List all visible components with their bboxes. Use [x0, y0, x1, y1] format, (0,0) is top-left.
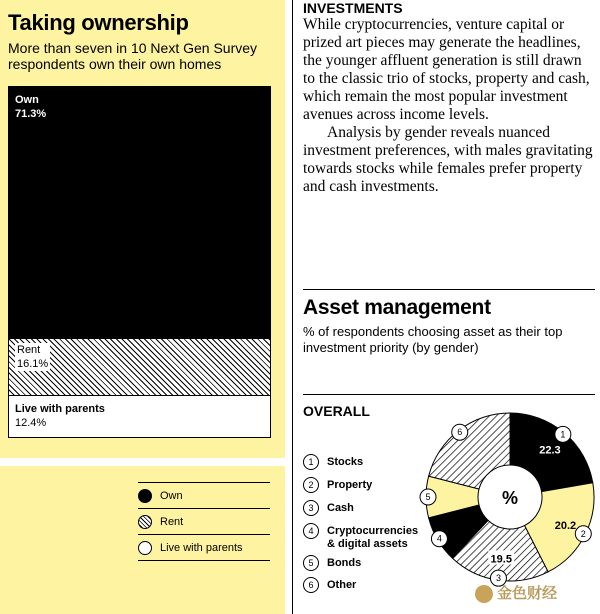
asset-subtitle: % of respondents choosing asset as their top investment priority (by gender) — [303, 324, 563, 355]
category-number-badge: 1 — [303, 454, 319, 470]
legend-swatch-rent — [138, 515, 152, 529]
asset-title: Asset management — [303, 296, 491, 319]
article-paragraph-1: While cryptocurrencies, venture capital or prized art pieces may generate the headlines, the younger affluent generation is still drawn to the classic trio of stocks, property and cash, which remain the most popular investment avenues across income levels. — [303, 16, 590, 123]
category-label: Property — [327, 479, 373, 491]
legend-label-live: Live with parents — [160, 542, 243, 554]
legend-label-own: Own — [160, 490, 183, 502]
donut-center-label: % — [501, 488, 519, 508]
section-rule — [303, 289, 595, 290]
legend-swatch-live — [138, 541, 152, 555]
ownership-subtitle: More than seven in 10 Next Gen Survey respondents own their own homes — [8, 40, 258, 72]
overall-heading: OVERALL — [303, 403, 370, 419]
legend-item-own — [138, 482, 270, 508]
bar-segment-live-with-parents — [9, 395, 270, 437]
donut-slice-other — [429, 413, 510, 489]
bar-value-own: 71.3% — [15, 108, 47, 120]
bar-category-rent: Rent — [17, 344, 41, 356]
legend-swatch-own — [138, 489, 152, 503]
donut-value-label: 22.3 — [539, 444, 561, 457]
category-label: Bonds — [327, 557, 362, 569]
column-divider — [292, 0, 293, 614]
donut-number-label: 4 — [436, 533, 442, 544]
article-heading: INVESTMENTS — [303, 0, 403, 16]
section-rule-2 — [303, 394, 595, 395]
donut-number-label: 3 — [495, 573, 501, 584]
donut-number-label: 2 — [580, 528, 586, 539]
ownership-panel — [0, 0, 285, 458]
donut-value-label: 20.2 — [554, 519, 577, 532]
article-body — [303, 16, 595, 196]
watermark — [475, 582, 557, 603]
category-number-badge: 6 — [303, 577, 319, 593]
bar-segment-rent — [9, 338, 270, 395]
donut-number-label: 6 — [457, 427, 463, 438]
bar-category-own: Own — [15, 94, 39, 106]
donut-number-label: 1 — [560, 429, 566, 440]
bar-value-rent: 16.1% — [17, 358, 49, 370]
asset-donut-chart — [415, 412, 595, 592]
donut-value-label: 19.5 — [490, 553, 512, 566]
category-label: Cryptocurrencies & digital assets — [327, 525, 419, 550]
bar-label-live — [15, 402, 105, 430]
watermark-text: 金色财经 — [497, 585, 558, 602]
watermark-logo-icon — [475, 585, 493, 603]
category-label: Other — [327, 579, 357, 591]
category-label: Stocks — [327, 456, 364, 468]
category-number-badge: 4 — [303, 523, 319, 539]
bar-label-own — [15, 93, 46, 121]
legend-item-rent — [138, 508, 270, 534]
ownership-title: Taking ownership — [8, 10, 189, 35]
category-number-badge: 5 — [303, 555, 319, 571]
category-label: Cash — [327, 502, 354, 514]
legend-item-live — [138, 534, 270, 560]
donut-number-label: 5 — [425, 492, 431, 502]
ownership-stacked-bar — [8, 86, 271, 438]
legend-divider — [138, 560, 270, 561]
category-number-badge: 2 — [303, 477, 319, 493]
bar-value-live: 12.4% — [15, 417, 47, 429]
ownership-legend — [0, 466, 285, 614]
bar-category-live: Live with parents — [15, 403, 105, 415]
article-paragraph-2: Analysis by gender reveals nuanced investment preferences, with males gravitating towards stocks while females prefer property and cash investments. — [303, 124, 593, 195]
bar-label-rent — [15, 343, 50, 371]
bar-segment-own — [9, 87, 270, 338]
legend-label-rent: Rent — [160, 516, 184, 528]
category-number-badge: 3 — [303, 500, 319, 516]
